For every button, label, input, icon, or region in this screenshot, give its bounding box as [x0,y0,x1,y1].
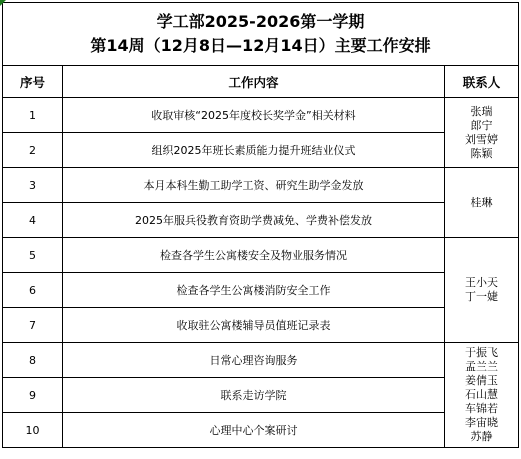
title-line-1: 学工部2025-2026第一学期 [156,12,365,31]
row-number: 8 [3,343,63,378]
row-content: 收取审核“2025年度校长奖学金”相关材料 [63,98,445,133]
row-content: 收取驻公寓楼辅导员值班记录表 [63,308,445,343]
contact-name: 刘雪婷 [465,132,498,146]
contact-cell-group3 [445,238,519,343]
row-number: 1 [3,98,63,133]
contact-cell-group2 [445,168,519,238]
contact-name: 苏静 [470,430,493,443]
row-content: 联系走访学院 [63,378,445,413]
contact-name: 郎宁 [470,118,493,132]
header-row [3,66,519,98]
contact-name: 桂琳 [470,195,493,209]
table-row [3,133,519,168]
contact-name: 于振飞 [465,346,498,359]
title-row [3,3,519,66]
contact-cell-group4 [445,343,519,448]
row-content: 2025年服兵役教育资助学费减免、学费补偿发放 [63,203,445,238]
contact-name: 车锦若 [465,402,498,415]
table-row [3,273,519,308]
header-number: 序号 [3,66,63,98]
row-content: 组织2025年班长素质能力提升班结业仪式 [63,133,445,168]
row-number: 2 [3,133,63,168]
table-row [3,343,519,378]
cell-corner-marker [0,0,6,6]
row-number: 7 [3,308,63,343]
row-number: 6 [3,273,63,308]
row-number: 4 [3,203,63,238]
row-content: 日常心理咨询服务 [63,343,445,378]
row-content: 心理中心个案研讨 [63,413,445,448]
contact-name: 张瑞 [470,104,493,118]
row-content: 检查各学生公寓楼安全及物业服务情况 [63,238,445,273]
contact-name: 李宙晓 [465,416,498,429]
contact-name: 陈颖 [470,146,493,160]
contact-name: 王小天 [465,276,498,289]
table-row [3,238,519,273]
table-row [3,98,519,133]
title-line-2: 第14周（12月8日—12月14日）主要工作安排 [90,36,431,55]
row-number: 9 [3,378,63,413]
contact-cell-group1 [445,98,519,168]
contact-name: 石山慧 [465,388,498,401]
contact-name: 孟兰兰 [465,360,498,373]
document-title [3,3,519,66]
row-number: 3 [3,168,63,203]
table-row [3,378,519,413]
table-row [3,203,519,238]
header-content: 工作内容 [63,66,445,98]
row-number: 5 [3,238,63,273]
row-content: 检查各学生公寓楼消防安全工作 [63,273,445,308]
header-contact: 联系人 [445,66,519,98]
table-row [3,413,519,448]
contact-name: 姜倩玉 [465,374,498,387]
weekly-schedule-table [2,2,519,448]
row-number: 10 [3,413,63,448]
contact-name: 丁一婕 [465,290,498,303]
table-row [3,308,519,343]
row-content: 本月本科生勤工助学工资、研究生助学金发放 [63,168,445,203]
table-row [3,168,519,203]
